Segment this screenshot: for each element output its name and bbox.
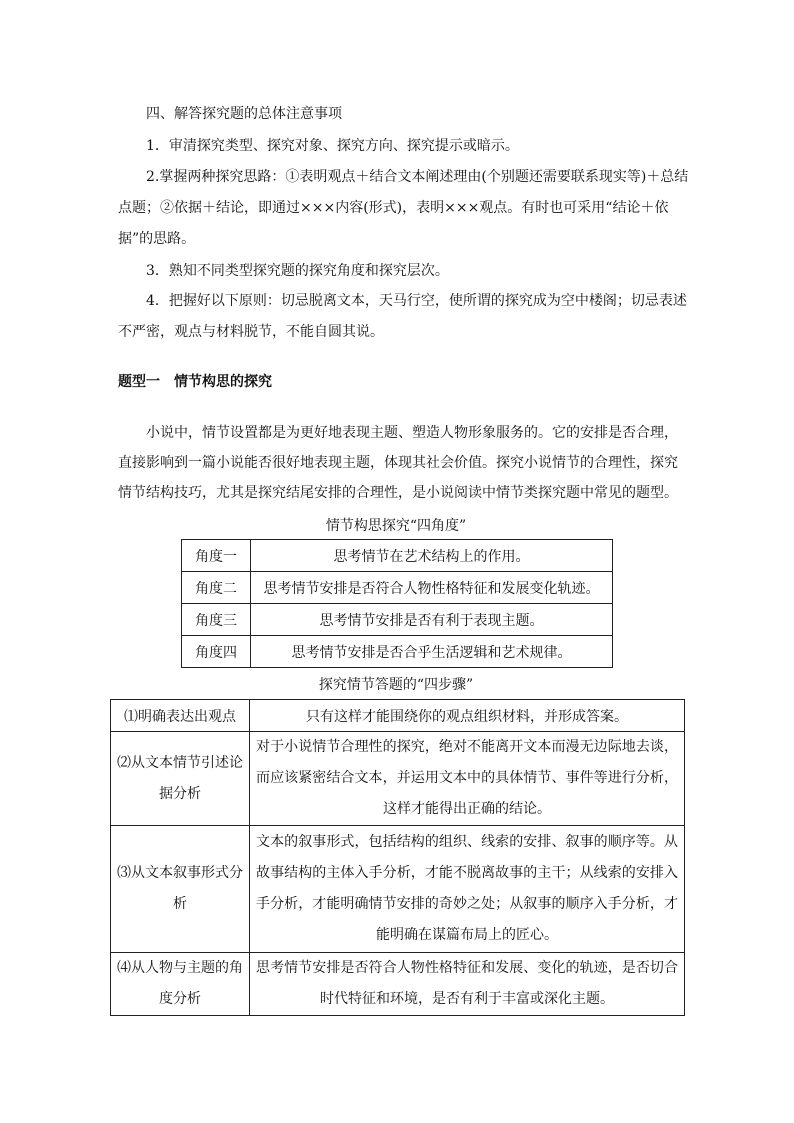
angle-desc: 思考情节安排是否有利于表现主题。: [251, 604, 613, 636]
step-desc: 文本的叙事形式，包括结构的组织、线索的安排、叙事的顺序等。从故事结构的主体入手分析，才能不脱离故事的主干；从线索的安排入手分析，才能明确情节安排的奇妙之处；从叙事的顺序入手分析，才能明确在谋篇布局上的匠心。: [250, 826, 685, 953]
step-desc: 对于小说情节合理性的探究，绝对不能离开文本而漫无边际地去谈，而应该紧密结合文本，并运用文本中的具体情节、事件等进行分析，这样才能得出正确的结论。: [250, 732, 685, 826]
step-label: ⑵从文本情节引述论据分析: [111, 732, 250, 826]
angle-label: 角度一: [182, 540, 251, 572]
section-item-1: 1．审清探究类型、探究对象、探究方向、探究提示或暗示。: [146, 138, 519, 154]
table2-caption: 探究情节答题的“四步骤”: [318, 677, 474, 693]
table-row: [111, 953, 685, 1016]
topic-title: 题型一 情节构思的探究: [118, 374, 272, 390]
step-desc: 思考情节安排是否符合人物性格特征和发展、变化的轨迹，是否切合时代特征和环境，是否有利于丰富或深化主题。: [250, 953, 685, 1016]
steps-table: [110, 699, 685, 1016]
table-row: [182, 572, 613, 604]
step-label: ⑷从人物与主题的角度分析: [111, 953, 250, 1016]
step-label: ⑴明确表达出观点: [111, 700, 250, 732]
angle-desc: 思考情节安排是否合乎生活逻辑和艺术规律。: [251, 636, 613, 668]
section-item-3: 3．熟知不同类型探究题的探究角度和探究层次。: [146, 263, 449, 279]
topic-intro: 小说中，情节设置都是为更好地表现主题、塑造人物形象服务的。它的安排是否合理，直接影响到一篇小说能否很好地表现主题，体现其社会价值。探究小说情节的合理性，探究情节结构技巧，尤其是探究结尾安排的合理性，是小说阅读中情节类探究题中常见的题型。: [118, 425, 678, 501]
angle-label: 角度二: [182, 572, 251, 604]
angle-label: 角度三: [182, 604, 251, 636]
table-row: [111, 732, 685, 826]
angles-table: [181, 539, 613, 668]
table-row: [182, 540, 613, 572]
step-label: ⑶从文本叙事形式分析: [111, 826, 250, 953]
table-row: [111, 826, 685, 953]
angle-label: 角度四: [182, 636, 251, 668]
step-desc: 只有这样才能围绕你的观点组织材料，并形成答案。: [250, 700, 685, 732]
section-heading: 四、解答探究题的总体注意事项: [146, 106, 342, 122]
table-row: [182, 636, 613, 668]
table-row: [111, 700, 685, 732]
table1-caption: 情节构思探究“四角度”: [325, 518, 467, 534]
angle-desc: 思考情节安排是否符合人物性格特征和发展变化轨迹。: [251, 572, 613, 604]
section-item-2: 2.掌握两种探究思路：①表明观点＋结合文本阐述理由(个别题还需要联系现实等)＋总结点题；②依据＋结论，即通过×××内容(形式)，表明×××观点。有时也可采用“结论＋依据”的思路。: [118, 169, 689, 247]
table-row: [182, 604, 613, 636]
section-item-4: 4．把握好以下原则：切忌脱离文本，天马行空，使所谓的探究成为空中楼阁；切忌表述不严密，观点与材料脱节，不能自圆其说。: [118, 293, 687, 340]
angle-desc: 思考情节在艺术结构上的作用。: [251, 540, 613, 572]
